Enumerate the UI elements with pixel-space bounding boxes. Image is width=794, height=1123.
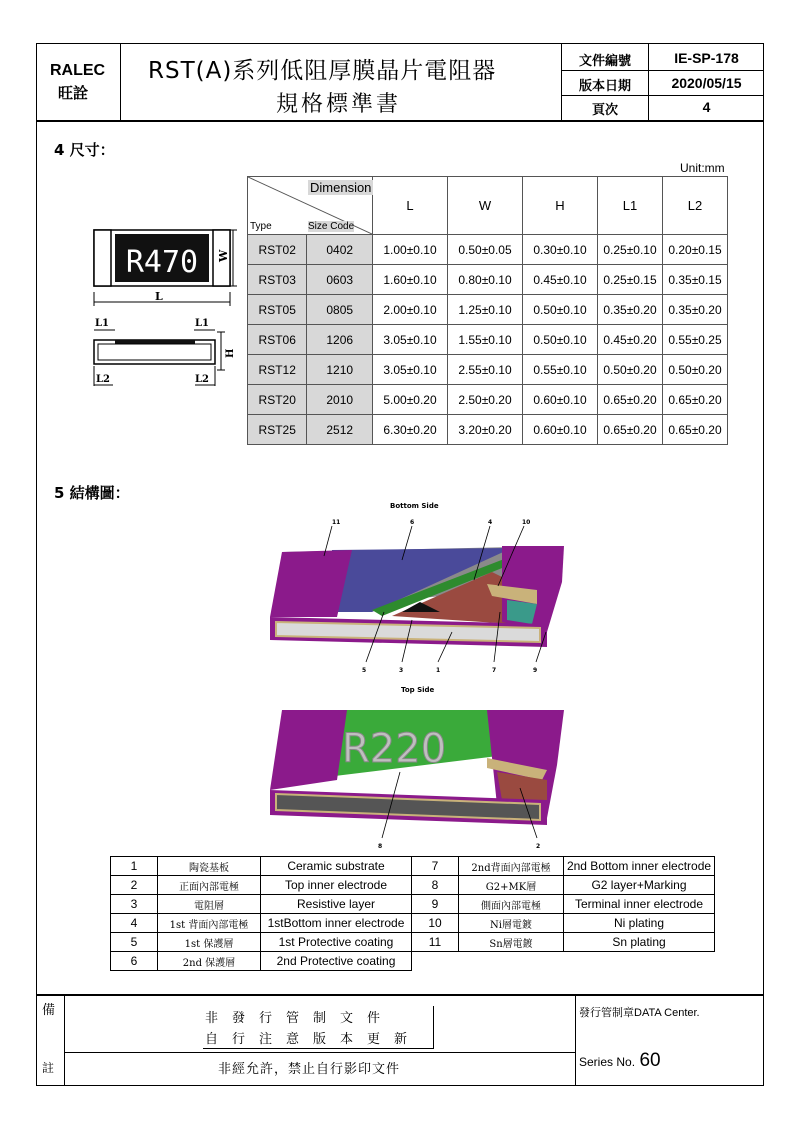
version-date-label: 版本日期 xyxy=(578,79,631,94)
dim-label-l1-left: L1 xyxy=(95,318,109,329)
header-divider xyxy=(36,120,764,122)
cell-l: 2.00±0.10 xyxy=(373,295,448,325)
table-row xyxy=(248,415,728,445)
version-date: 2020/05/15 xyxy=(671,75,742,91)
mat-no: 2 xyxy=(111,876,158,895)
table-row xyxy=(111,933,715,952)
cell-h: 0.50±0.10 xyxy=(523,325,598,355)
table-row xyxy=(248,265,728,295)
callout-5: 5 xyxy=(362,667,367,674)
cell-l: 1.00±0.10 xyxy=(373,235,448,265)
cell-l: 3.05±0.10 xyxy=(373,325,448,355)
document-subtitle: 規格標準書 xyxy=(276,92,402,117)
mat-no: 4 xyxy=(111,914,158,933)
mat-name-cn: 2nd 保護層 xyxy=(158,952,261,971)
footer-divider xyxy=(64,1052,575,1053)
cell-l2: 0.55±0.25 xyxy=(663,325,728,355)
row-size-code: 1206 xyxy=(307,325,373,355)
dim-label-w: W xyxy=(217,249,230,262)
cell-l: 3.05±0.10 xyxy=(373,355,448,385)
cell-h: 0.45±0.10 xyxy=(523,265,598,295)
callout-4: 4 xyxy=(488,519,493,526)
table-row xyxy=(248,355,728,385)
footer-divider xyxy=(575,994,576,1086)
callout-2: 2 xyxy=(536,843,541,850)
header-dimension: Dimension xyxy=(310,180,372,195)
cell-l2: 0.50±0.20 xyxy=(663,355,728,385)
row-size-code: 0402 xyxy=(307,235,373,265)
row-type: RST02 xyxy=(248,235,307,265)
document-title: RST(A)系列低阻厚膜晶片電阻器 xyxy=(148,58,497,84)
mat-name-cn: 1st 保護層 xyxy=(158,933,261,952)
mat-no: 7 xyxy=(412,857,459,876)
col-header-l2: L2 xyxy=(663,177,728,235)
row-type: RST25 xyxy=(248,415,307,445)
structure-top-side xyxy=(262,700,572,850)
cell-l1: 0.25±0.15 xyxy=(598,265,663,295)
cell-h: 0.55±0.10 xyxy=(523,355,598,385)
mat-no: 5 xyxy=(111,933,158,952)
mat-no: 11 xyxy=(412,933,459,952)
doc-number: IE-SP-178 xyxy=(674,50,739,66)
cell-w: 1.55±0.10 xyxy=(448,325,523,355)
remark-label-bottom: 註 xyxy=(42,1061,55,1075)
col-header-w: W xyxy=(448,177,523,235)
mat-no: 6 xyxy=(111,952,158,971)
dim-label-h: H xyxy=(225,348,236,358)
row-size-code: 2512 xyxy=(307,415,373,445)
cell-l: 6.30±0.20 xyxy=(373,415,448,445)
row-size-code: 1210 xyxy=(307,355,373,385)
issue-stamp: 發行管制章DATA Center. xyxy=(579,1007,700,1019)
mat-name-cn xyxy=(459,952,564,971)
row-size-code: 0603 xyxy=(307,265,373,295)
cell-h: 0.60±0.10 xyxy=(523,415,598,445)
cell-l2: 0.35±0.20 xyxy=(663,295,728,325)
unit-label: Unit:mm xyxy=(680,161,725,175)
cell-l1: 0.35±0.20 xyxy=(598,295,663,325)
copy-notice: 非經允許，禁止自行影印文件 xyxy=(218,1062,401,1077)
notice-line-2: 自行注意版本更新 xyxy=(205,1032,422,1047)
cell-w: 0.80±0.10 xyxy=(448,265,523,295)
mat-no: 3 xyxy=(111,895,158,914)
notice-line-1: 非發行管制文件 xyxy=(205,1011,395,1026)
cell-l: 5.00±0.20 xyxy=(373,385,448,415)
dim-label-l: L xyxy=(155,290,163,303)
callout-11: 11 xyxy=(332,519,341,526)
callout-9: 9 xyxy=(533,667,538,674)
callout-3: 3 xyxy=(399,667,404,674)
remark-label-top: 備 xyxy=(42,1003,56,1018)
cell-l1: 0.65±0.20 xyxy=(598,385,663,415)
series-number: 60 xyxy=(639,1050,661,1071)
table-header-row xyxy=(248,177,728,235)
mat-name-en: 1stBottom inner electrode xyxy=(261,914,412,933)
mat-name-en: Resistive layer xyxy=(261,895,412,914)
cell-w: 3.20±0.20 xyxy=(448,415,523,445)
mat-name-en: Ceramic substrate xyxy=(261,857,412,876)
section-4-title: 4 尺寸： xyxy=(54,141,115,159)
mat-no: 10 xyxy=(412,914,459,933)
dim-label-l1-right: L1 xyxy=(195,318,209,329)
top-marking: R220 xyxy=(342,726,447,772)
callout-7: 7 xyxy=(492,667,497,674)
top-side-label: Top Side xyxy=(401,686,435,694)
mat-name-en: 2nd Bottom inner electrode xyxy=(564,857,715,876)
dim-label-l2-right: L2 xyxy=(195,374,209,385)
footer-divider xyxy=(64,994,65,1086)
series-label: Series No. xyxy=(579,1055,636,1069)
cell-w: 0.50±0.05 xyxy=(448,235,523,265)
callout-6: 6 xyxy=(410,519,415,526)
row-type: RST06 xyxy=(248,325,307,355)
row-type: RST05 xyxy=(248,295,307,325)
cell-l1: 0.50±0.20 xyxy=(598,355,663,385)
mat-name-cn: 正面內部電極 xyxy=(158,876,261,895)
header-divider xyxy=(561,95,764,96)
cell-l2: 0.20±0.15 xyxy=(663,235,728,265)
mat-name-en: 1st Protective coating xyxy=(261,933,412,952)
cell-l1: 0.65±0.20 xyxy=(598,415,663,445)
mat-name-en: Ni plating xyxy=(564,914,715,933)
mat-name-cn: 陶瓷基板 xyxy=(158,857,261,876)
mat-name-cn: Ni層電鍍 xyxy=(459,914,564,933)
mat-name-cn: 側面內部電極 xyxy=(459,895,564,914)
cell-l2: 0.35±0.15 xyxy=(663,265,728,295)
row-type: RST20 xyxy=(248,385,307,415)
dimension-table xyxy=(247,176,728,445)
chip-marking: R470 xyxy=(125,245,199,280)
mat-name-en: Terminal inner electrode xyxy=(564,895,715,914)
mat-no: 1 xyxy=(111,857,158,876)
mat-name-cn: 電阻層 xyxy=(158,895,261,914)
mat-name-en: Top inner electrode xyxy=(261,876,412,895)
header-size-code: Size Code xyxy=(308,221,355,232)
mat-name-en: G2 layer+Marking xyxy=(564,876,715,895)
row-size-code: 2010 xyxy=(307,385,373,415)
chip-terminal-left xyxy=(94,230,111,286)
table-row xyxy=(111,876,715,895)
cell-w: 2.50±0.20 xyxy=(448,385,523,415)
header-divider xyxy=(120,43,121,121)
mat-name-cn: Sn層電鍍 xyxy=(459,933,564,952)
table-row xyxy=(248,295,728,325)
callout-8: 8 xyxy=(378,843,383,850)
col-header-l1: L1 xyxy=(598,177,663,235)
table-row xyxy=(111,952,715,971)
header-type: Type xyxy=(250,221,272,232)
structure-bottom-side xyxy=(262,512,572,677)
row-type: RST12 xyxy=(248,355,307,385)
footer-divider xyxy=(36,994,764,996)
company-name-cn: 旺詮 xyxy=(58,85,89,102)
company-name-en: RALEC xyxy=(50,62,106,79)
dim-label-l2-left: L2 xyxy=(96,374,110,385)
cell-l1: 0.45±0.20 xyxy=(598,325,663,355)
callout-10: 10 xyxy=(522,519,531,526)
cell-h: 0.30±0.10 xyxy=(523,235,598,265)
header-divider xyxy=(561,70,764,71)
section-5-title: 5 結構圖： xyxy=(54,484,130,502)
cell-h: 0.50±0.10 xyxy=(523,295,598,325)
table-row xyxy=(248,385,728,415)
material-table xyxy=(110,856,715,971)
dimension-drawing xyxy=(85,220,245,395)
mat-name-cn: 1st 背面內部電極 xyxy=(158,914,261,933)
mat-name-cn: 2nd背面內部電極 xyxy=(459,857,564,876)
cell-w: 2.55±0.10 xyxy=(448,355,523,385)
cell-l: 1.60±0.10 xyxy=(373,265,448,295)
page-number-label: 頁次 xyxy=(591,103,618,118)
mat-name-en xyxy=(564,952,715,971)
col-header-l: L xyxy=(373,177,448,235)
cell-l2: 0.65±0.20 xyxy=(663,385,728,415)
row-type: RST03 xyxy=(248,265,307,295)
cell-l1: 0.25±0.10 xyxy=(598,235,663,265)
table-row xyxy=(248,325,728,355)
page-number: 4 xyxy=(702,99,711,115)
table-row xyxy=(111,895,715,914)
table-row xyxy=(111,914,715,933)
mat-no: 8 xyxy=(412,876,459,895)
cell-w: 1.25±0.10 xyxy=(448,295,523,325)
mat-no: 9 xyxy=(412,895,459,914)
cell-h: 0.60±0.10 xyxy=(523,385,598,415)
cell-l2: 0.65±0.20 xyxy=(663,415,728,445)
row-size-code: 0805 xyxy=(307,295,373,325)
mat-name-cn: G2+MK層 xyxy=(459,876,564,895)
table-row xyxy=(248,235,728,265)
table-header-corner xyxy=(248,177,373,235)
table-row xyxy=(111,857,715,876)
mat-name-en: 2nd Protective coating xyxy=(261,952,412,971)
bottom-side-label: Bottom Side xyxy=(390,502,439,510)
series-number-block xyxy=(579,1050,661,1072)
doc-number-label: 文件編號 xyxy=(578,54,631,69)
callout-1: 1 xyxy=(436,667,441,674)
mat-name-en: Sn plating xyxy=(564,933,715,952)
mat-no xyxy=(412,952,459,971)
col-header-h: H xyxy=(523,177,598,235)
